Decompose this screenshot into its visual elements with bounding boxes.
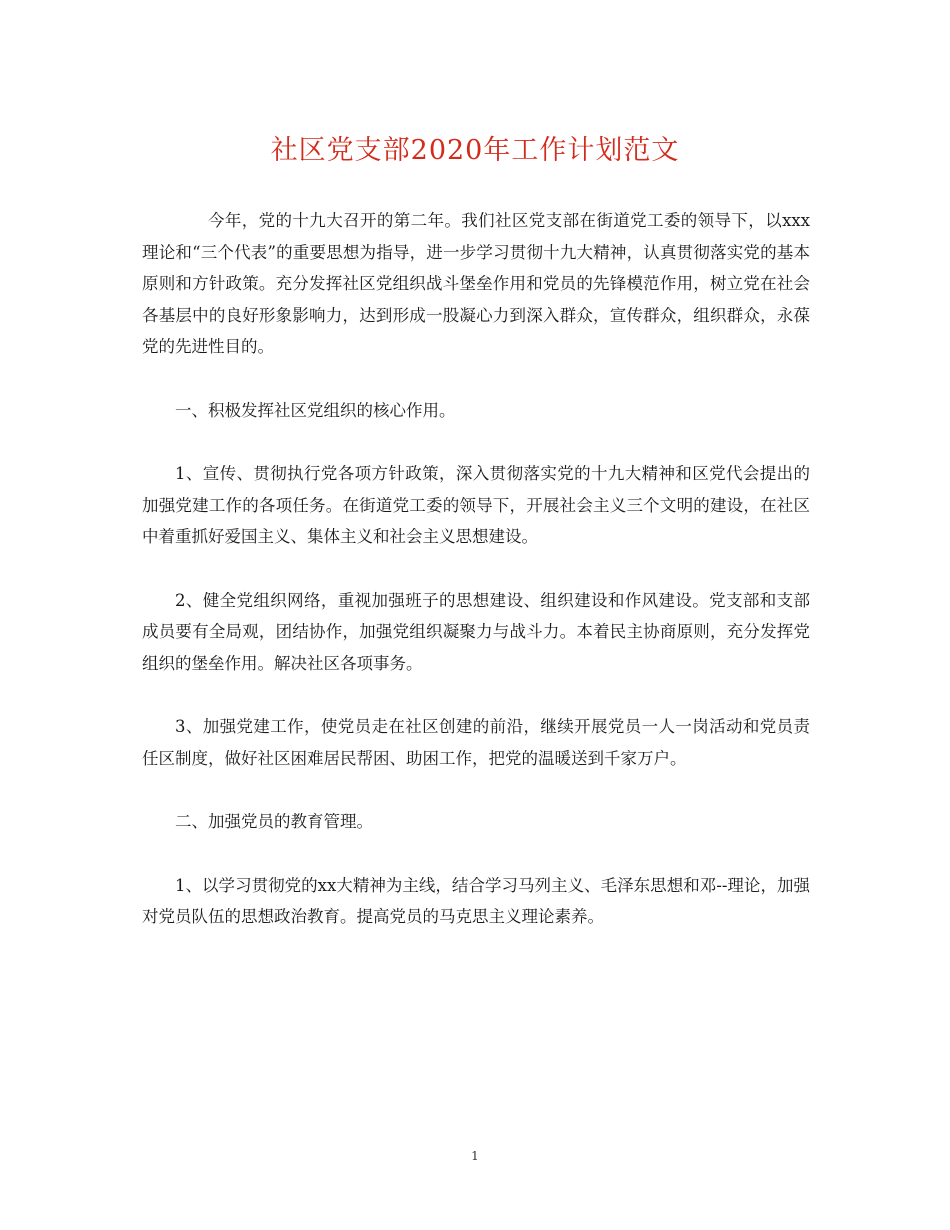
section-heading-1: 一、积极发挥社区党组织的核心作用。 <box>175 400 456 420</box>
document-title: 社区党支部2020年工作计划范文 <box>270 135 680 166</box>
spacer <box>142 774 810 806</box>
spacer <box>142 838 810 870</box>
section-heading-2: 二、加强党员的教育管理。 <box>175 812 373 831</box>
page-number: 1 <box>471 1149 479 1163</box>
spacer <box>142 426 810 458</box>
section1-item-2: 2、健全党组织网络，重视加强班子的思想建设、组织建设和作风建设。党支部和支部成员要有全局观，团结协作，加强党组织凝聚力与战斗力。本着民主协商原则，充分发挥党组织的堡垒作用。解决社区各项事务。 <box>142 590 810 673</box>
section1-item-3: 3、加强党建工作，使党员走在社区创建的前沿，继续开展党员一人一岗活动和党员责任区制度，做好社区困难居民帮困、助困工作，把党的温暖送到千家万户。 <box>142 717 810 768</box>
document-body <box>142 205 810 933</box>
section1-item-1: 1、宣传、贯彻执行党各项方针政策，深入贯彻落实党的十九大精神和区党代会提出的加强党建工作的各项任务。在街道党工委的领导下，开展社会主义三个文明的建设，在社区中着重抓好爱国主义、集体主义和社会主义思想建设。 <box>142 464 810 546</box>
spacer <box>142 363 810 395</box>
spacer <box>142 679 810 711</box>
section2-item-1: 1、以学习贯彻党的xx大精神为主线，结合学习马列主义、毛泽东思想和邓--理论，加强对党员队伍的思想政治教育。提高党员的马克思主义理论素养。 <box>142 875 810 926</box>
spacer <box>142 553 810 585</box>
intro-paragraph: 今年，党的十九大召开的第二年。我们社区党支部在街道党工委的领导下，以xxx理论和“三个代表”的重要思想为指导，进一步学习贯彻十九大精神，认真贯彻落实党的基本原则和方针政策。充分发挥社区党组织战斗堡垒作用和党员的先锋模范作用，树立党在社会各基层中的良好形象影响力，达到形成一股凝心力到深入群众，宣传群众，组织群众，永葆党的先进性目的。 <box>142 211 810 356</box>
